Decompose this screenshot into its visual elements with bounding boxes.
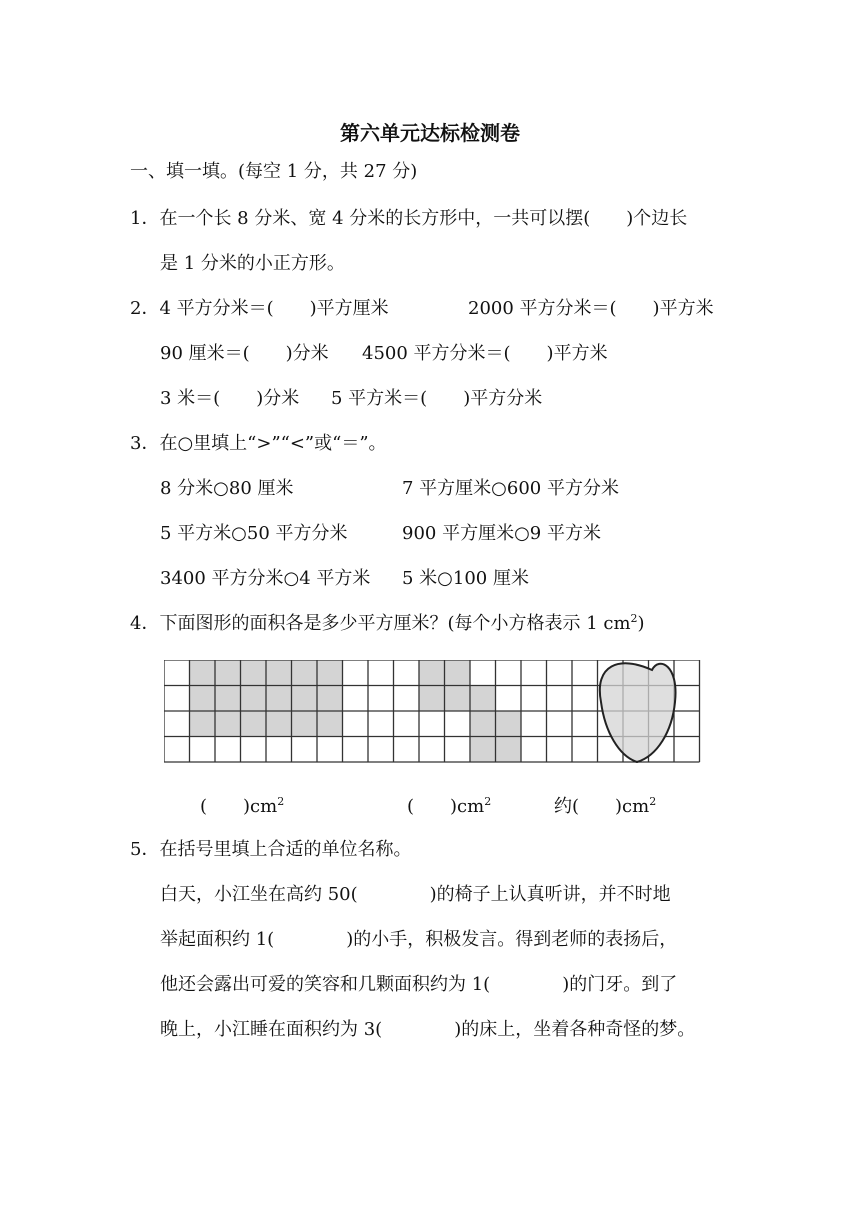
q4-heading: 4．下面图形的面积各是多少平方厘米？(每个小方格表示 1 $cm^2$) (130, 612, 645, 634)
q5-line3: 他还会露出可爱的笑容和几颗面积约为 1( )的门牙。到了 (160, 974, 678, 995)
q5-line4: 晚上，小江睡在面积约为 3( )的床上，坐着各种奇怪的梦。 (160, 1019, 696, 1040)
section-heading: 一、填一填。(每空 1 分，共 27 分) (130, 161, 418, 182)
q4-answer-2: ( )$cm^2$ (407, 795, 492, 817)
q2-item-c: 90 厘米＝( )分米 (160, 343, 329, 364)
q2-item-d: 4500 平方分米＝( )平方米 (362, 343, 608, 364)
q1-line1: 1．在一个长 8 分米、宽 4 分米的长方形中，一共可以摆( )个边长 (130, 208, 688, 229)
area-grid-figure (164, 660, 706, 766)
q5-heading: 5．在括号里填上合适的单位名称。 (130, 839, 412, 860)
q5-line1: 白天，小江坐在高约 50( )的椅子上认真听讲，并不时地 (160, 884, 671, 905)
q1-line2: 是 1 分米的小正方形。 (160, 253, 345, 274)
page-title: 第六单元达标检测卷 (340, 121, 520, 145)
q3-item-e: 3400 平方分米○4 平方米 (160, 568, 371, 589)
heart-shape (600, 663, 676, 762)
q2-item-e: 3 米＝( )分米 (160, 388, 300, 409)
q3-item-b: 7 平方厘米○600 平方分米 (402, 478, 619, 499)
q3-item-f: 5 米○100 厘米 (402, 568, 529, 589)
q2-item-f: 5 平方米＝( )平方分米 (331, 388, 543, 409)
q3-heading: 3．在○里填上“>”“<”或“＝”。 (130, 433, 387, 454)
q3-item-d: 900 平方厘米○9 平方米 (402, 523, 601, 544)
q3-item-c: 5 平方米○50 平方分米 (160, 523, 348, 544)
q5-line2: 举起面积约 1( )的小手，积极发言。得到老师的表扬后， (160, 929, 678, 950)
q4-answer-3: 约( )$cm^2$ (554, 795, 657, 817)
q3-item-a: 8 分米○80 厘米 (160, 478, 294, 499)
q2-item-a: 2．4 平方分米＝( )平方厘米 (130, 298, 389, 319)
q2-item-b: 2000 平方分米＝( )平方米 (468, 298, 714, 319)
q4-answer-1: ( )$cm^2$ (200, 795, 285, 817)
